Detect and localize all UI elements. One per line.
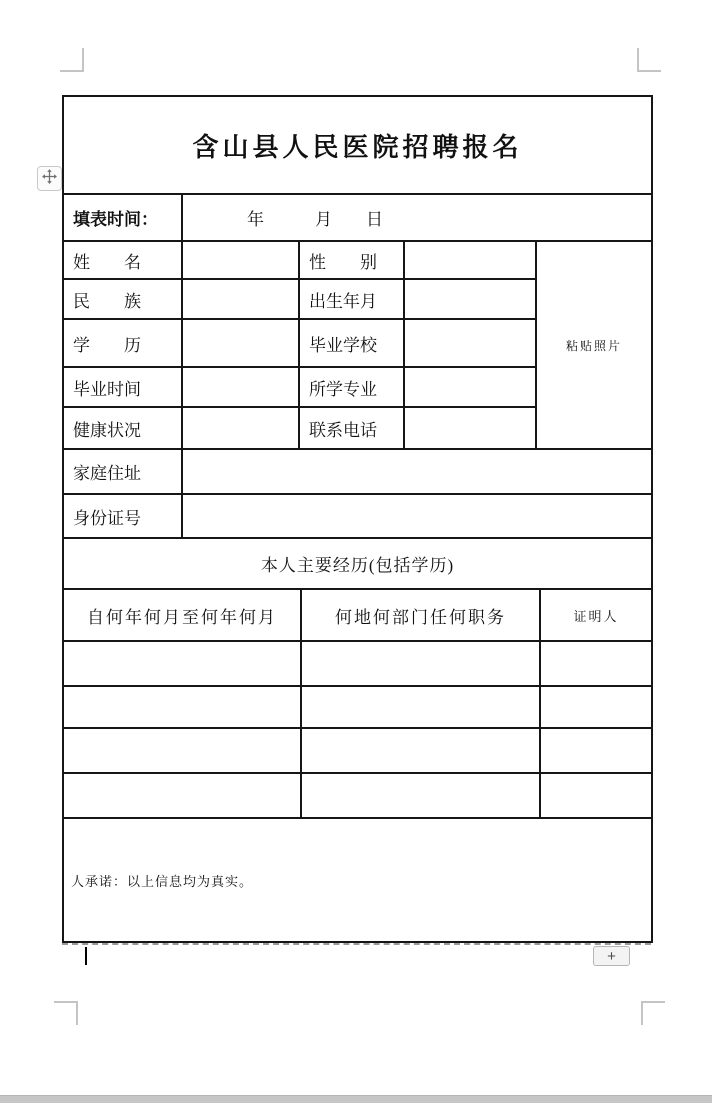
experience-position-cell[interactable]: [301, 641, 540, 686]
commitment-cell[interactable]: 人承诺：以上信息均为真实。: [63, 818, 652, 942]
ethnicity-value-cell[interactable]: [182, 279, 299, 319]
address-value-cell[interactable]: [182, 449, 652, 494]
experience-position-cell[interactable]: [301, 686, 540, 728]
photo-paste-area[interactable]: 粘贴照片: [536, 241, 652, 449]
name-label: 姓 名: [63, 241, 182, 279]
ethnicity-label: 民 族: [63, 279, 182, 319]
school-value-cell[interactable]: [404, 319, 536, 367]
birthdate-value-cell[interactable]: [404, 279, 536, 319]
recruitment-form-table: [62, 95, 651, 943]
form-table-top-section: [62, 95, 653, 539]
health-value-cell[interactable]: [182, 407, 299, 449]
major-label: 所学专业: [299, 367, 404, 407]
id-number-value-cell[interactable]: [182, 494, 652, 538]
major-value-cell[interactable]: [404, 367, 536, 407]
experience-period-cell[interactable]: [63, 773, 301, 818]
health-label: 健康状况: [63, 407, 182, 449]
plus-icon: +: [607, 947, 616, 965]
margin-mark-bottom-right: [641, 1001, 665, 1025]
education-value-cell[interactable]: [182, 319, 299, 367]
experience-empty-row: [63, 641, 652, 686]
margin-mark-bottom-left: [54, 1001, 78, 1025]
phone-label: 联系电话: [299, 407, 404, 449]
phone-value-cell[interactable]: [404, 407, 536, 449]
experience-period-cell[interactable]: [63, 686, 301, 728]
experience-witness-cell[interactable]: [540, 686, 652, 728]
id-number-label: 身份证号: [63, 494, 182, 538]
experience-period-header: 自何年何月至何年何月: [63, 589, 301, 641]
graduation-time-value-cell[interactable]: [182, 367, 299, 407]
experience-section-title: 本人主要经历(包括学历): [63, 538, 652, 589]
add-row-button[interactable]: [593, 946, 630, 966]
experience-witness-cell[interactable]: [540, 728, 652, 773]
experience-empty-row: [63, 686, 652, 728]
education-label: 学 历: [63, 319, 182, 367]
graduation-time-label: 毕业时间: [63, 367, 182, 407]
gender-label: 性 别: [299, 241, 404, 279]
margin-mark-top-left: [60, 48, 84, 72]
form-table-experience-section: [62, 537, 653, 943]
insert-row-indicator-line: [62, 943, 651, 945]
move-icon: [41, 168, 58, 190]
experience-period-cell[interactable]: [63, 641, 301, 686]
page-bottom-gap: [0, 1095, 712, 1103]
experience-position-cell[interactable]: [301, 728, 540, 773]
form-title: 含山县人民医院招聘报名: [63, 96, 652, 194]
fill-date-label: 填表时间：: [63, 194, 182, 241]
gender-value-cell[interactable]: [404, 241, 536, 279]
margin-mark-top-right: [637, 48, 661, 72]
address-label: 家庭住址: [63, 449, 182, 494]
experience-witness-header: 证明人: [540, 589, 652, 641]
text-cursor-caret: [85, 947, 87, 965]
name-value-cell[interactable]: [182, 241, 299, 279]
experience-period-cell[interactable]: [63, 728, 301, 773]
table-move-handle[interactable]: [37, 166, 62, 191]
experience-witness-cell[interactable]: [540, 641, 652, 686]
experience-witness-cell[interactable]: [540, 773, 652, 818]
experience-position-cell[interactable]: [301, 773, 540, 818]
fill-date-value-cell[interactable]: 年 月 日: [182, 194, 652, 241]
birthdate-label: 出生年月: [299, 279, 404, 319]
experience-empty-row: [63, 773, 652, 818]
experience-empty-row: [63, 728, 652, 773]
experience-position-header: 何地何部门任何职务: [301, 589, 540, 641]
school-label: 毕业学校: [299, 319, 404, 367]
